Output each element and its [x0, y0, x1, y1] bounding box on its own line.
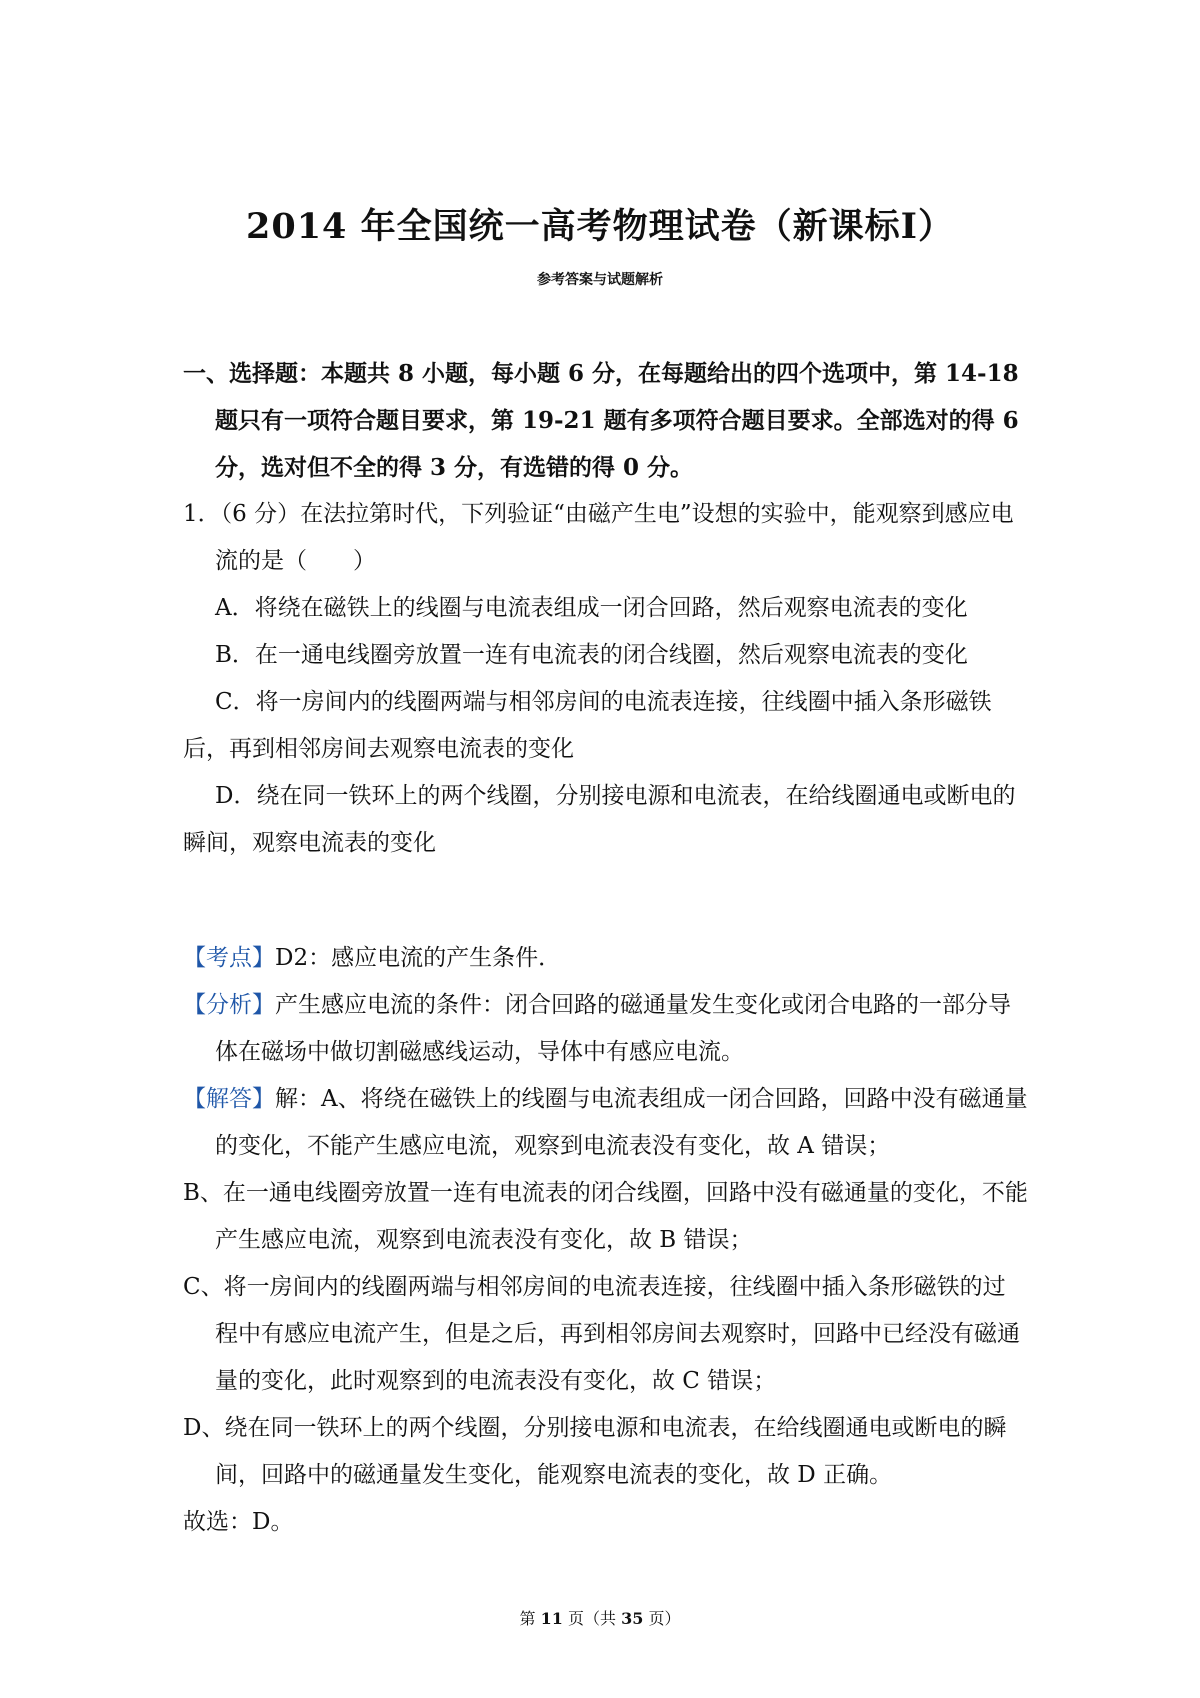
fenxi-text: 产生感应电流的条件：闭合回路的磁通量发生变化或闭合电路的一部分导体在磁场中做切割磁感线运动，导体中有感应电流。: [215, 992, 1011, 1065]
footer-middle: 页（共: [567, 1609, 616, 1628]
page-title: 2014 年全国统一高考物理试卷（新课标I）: [246, 206, 954, 247]
option-c: C．将一房间内的线圈两端与相邻房间的电流表连接，往线圈中插入条形磁铁后，再到相邻房间去观察电流表的变化: [183, 689, 992, 762]
jieda-tag: 【解答】: [183, 1086, 275, 1112]
page-footer: [0, 1608, 1200, 1630]
option-b: B．在一通电线圈旁放置一连有电流表的闭合线圈，然后观察电流表的变化: [215, 642, 968, 668]
explain-b: B、在一通电线圈旁放置一连有电流表的闭合线圈，回路中没有磁通量的变化，不能产生感应电流，观察到电流表没有变化，故 B 错误；: [183, 1180, 1028, 1253]
spacer: [183, 867, 1028, 935]
question-stem: 1．（6 分）在法拉第时代，下列验证“由磁产生电”设想的实验中，能观察到感应电流的是（ ）: [183, 501, 1014, 574]
kaodian-paragraph: [183, 935, 1028, 982]
explain-d: D、绕在同一铁环上的两个线圈，分别接电源和电流表，在给线圈通电或断电的瞬间，回路中的磁通量发生变化，能观察电流表的变化，故 D 正确。: [183, 1415, 1007, 1488]
section-heading: 一、选择题：本题共 8 小题，每小题 6 分，在每题给出的四个选项中，第 14-18 题只有一项符合题目要求，第 19-21 题有多项符合题目要求。全部选对的得 6 分，选对但不全的得 3 分，有选错的得 0 分。: [183, 360, 1019, 481]
fenxi-paragraph: [183, 982, 1028, 1076]
option-a: A．将绕在磁铁上的线圈与电流表组成一闭合回路，然后观察电流表的变化: [215, 595, 968, 621]
footer-current-page: 11: [540, 1609, 563, 1628]
fenxi-tag: 【分析】: [183, 992, 275, 1018]
explain-c: C、将一房间内的线圈两端与相邻房间的电流表连接，往线圈中插入条形磁铁的过程中有感应电流产生，但是之后，再到相邻房间去观察时，回路中已经没有磁通量的变化，此时观察到的电流表没有变化，故 C 错误；: [183, 1274, 1020, 1394]
jieda-paragraph: [183, 1076, 1028, 1170]
option-d: D．绕在同一铁环上的两个线圈，分别接电源和电流表，在给线圈通电或断电的瞬间，观察电流表的变化: [183, 783, 1016, 856]
content-body: [183, 350, 1028, 1546]
jieda-text: 解：A、将绕在磁铁上的线圈与电流表组成一闭合回路，回路中没有磁通量的变化，不能产生感应电流，观察到电流表没有变化，故 A 错误；: [215, 1086, 1028, 1159]
kaodian-text: D2：感应电流的产生条件．: [275, 945, 562, 971]
footer-suffix: 页）: [648, 1609, 681, 1628]
page-subtitle: 参考答案与试题解析: [537, 272, 663, 288]
kaodian-tag: 【考点】: [183, 945, 275, 971]
footer-total-pages: 35: [621, 1609, 644, 1628]
footer-prefix: 第: [519, 1609, 536, 1628]
conclusion: 故选：D。: [183, 1509, 294, 1535]
